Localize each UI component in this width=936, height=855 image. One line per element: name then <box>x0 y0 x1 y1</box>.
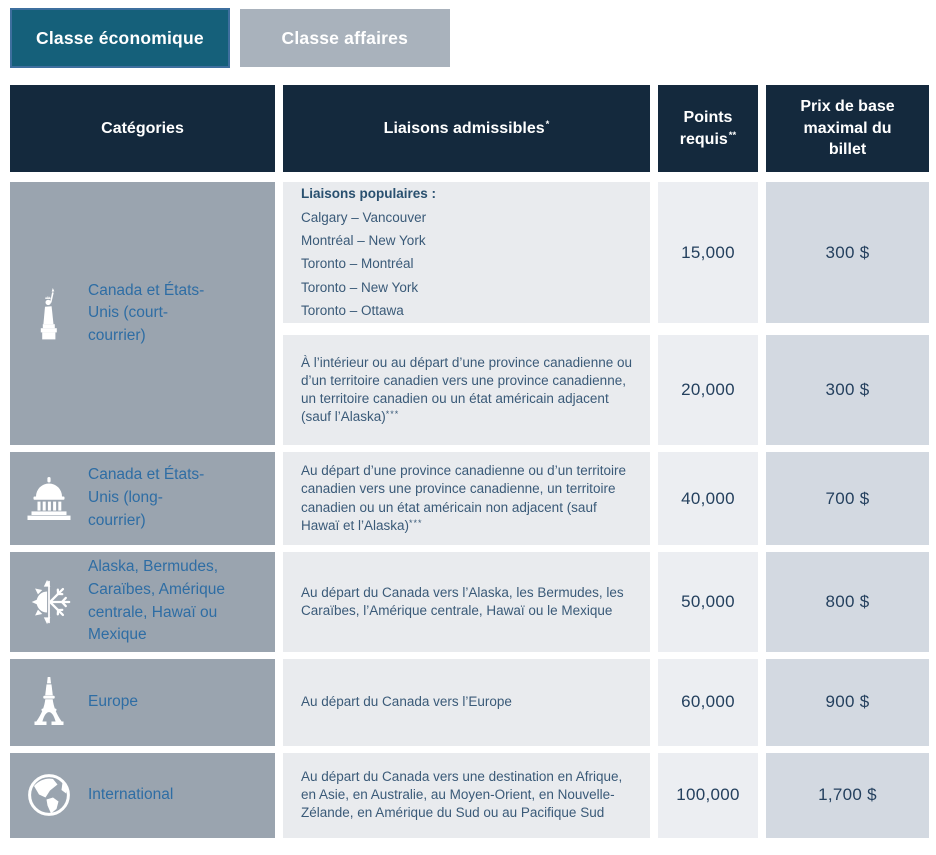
entry-popular-liaisons <box>283 182 936 323</box>
cabin-class-tabs <box>10 8 936 68</box>
points-cell: 50,000 <box>658 552 758 652</box>
table-row-canada-usa-court-courrier <box>10 182 936 445</box>
table-row-alaska-bermudes-caraibes <box>10 552 936 652</box>
price-cell: 700 $ <box>766 452 929 544</box>
header-categories: Catégories <box>10 85 275 172</box>
asterisk-note: *** <box>409 517 423 528</box>
category-cell <box>10 753 275 838</box>
points-cell: 60,000 <box>658 659 758 746</box>
points-cell: 40,000 <box>658 452 758 544</box>
liaison-pair: Montréal – New York <box>301 233 426 249</box>
liaison-pair: Calgary – Vancouver <box>301 209 427 225</box>
points-cell: 15,000 <box>658 182 758 323</box>
liaisons-populaires-title: Liaisons populaires : <box>301 185 437 201</box>
entry-adjacent-states <box>283 335 936 445</box>
price-cell: 300 $ <box>766 182 929 323</box>
asterisk-note: *** <box>385 409 400 420</box>
entry-international <box>283 753 936 838</box>
row-entries <box>283 552 936 652</box>
liaison-pair: Toronto – Montréal <box>301 256 414 272</box>
table-header-row <box>10 85 936 172</box>
row-entries <box>283 753 936 838</box>
liaison-pair: Toronto – Ottawa <box>301 302 404 318</box>
globe-icon <box>23 773 75 817</box>
category-cell <box>10 552 275 652</box>
category-cell <box>10 182 275 445</box>
price-cell: 300 $ <box>766 335 929 445</box>
category-label: International <box>88 785 174 803</box>
liaisons-cell: Au départ d’une province canadienne ou d’un territoire canadien vers une province canadienne, un territoire canadien ou un état américain non adjacent (sauf Hawaï et l’Alaska)*** <box>283 452 650 544</box>
row-entries <box>283 182 936 445</box>
asterisk-note: ** <box>728 129 737 141</box>
price-cell: 900 $ <box>766 659 929 746</box>
liaisons-cell: Au départ du Canada vers une destination en Afrique, en Asie, en Australie, au Moyen-Orient, en Nouvelle-Zélande, en Amérique du Sud ou au Pacifique Sud <box>283 753 650 838</box>
row-entries <box>283 659 936 746</box>
table-row-canada-usa-long-courrier <box>10 452 936 544</box>
price-cell: 800 $ <box>766 552 929 652</box>
header-liaisons-admissibles: Liaisons admissibles* <box>283 85 650 172</box>
category-label: Canada et États-Unis (long-courrier) <box>88 466 205 529</box>
price-cell: 1,700 $ <box>766 753 929 838</box>
sun-snowflake-icon <box>23 578 75 626</box>
points-cell: 100,000 <box>658 753 758 838</box>
table-row-international <box>10 753 936 838</box>
liaisons-cell: À l’intérieur ou au départ d’une province canadienne ou d’un territoire canadien vers une province canadienne, un territoire canadien ou un état américain adjacent (sauf l’Alaska)*** <box>283 335 650 445</box>
liaison-pair: Toronto – New York <box>301 279 419 295</box>
entry-europe <box>283 659 936 746</box>
liaisons-cell: Au départ du Canada vers l’Europe <box>283 659 650 746</box>
header-prix-de-base: Prix de base maximal du billet <box>766 85 929 172</box>
category-cell <box>10 452 275 544</box>
statue-of-liberty-icon <box>23 288 75 340</box>
liaisons-cell <box>283 182 650 323</box>
tab-classe-economique[interactable]: Classe économique <box>10 8 230 68</box>
entry-sun-destinations <box>283 552 936 652</box>
table-row-europe <box>10 659 936 746</box>
asterisk-note: * <box>545 118 550 130</box>
liaisons-cell: Au départ du Canada vers l’Alaska, les Bermudes, les Caraïbes, l’Amérique centrale, Hawaï ou le Mexique <box>283 552 650 652</box>
category-label: Alaska, Bermudes, Caraïbes, Amérique centrale, Hawaï ou Mexique <box>88 558 225 644</box>
entry-non-adjacent-states <box>283 452 936 544</box>
eiffel-tower-icon <box>23 677 75 727</box>
points-cell: 20,000 <box>658 335 758 445</box>
category-cell <box>10 659 275 746</box>
capitol-icon <box>23 477 75 520</box>
row-entries <box>283 452 936 544</box>
tab-classe-affaires[interactable]: Classe affaires <box>240 9 450 67</box>
category-label: Europe <box>88 692 138 710</box>
header-points-requis: Points requis** <box>658 85 758 172</box>
category-label: Canada et États-Unis (court-courrier) <box>88 281 205 345</box>
